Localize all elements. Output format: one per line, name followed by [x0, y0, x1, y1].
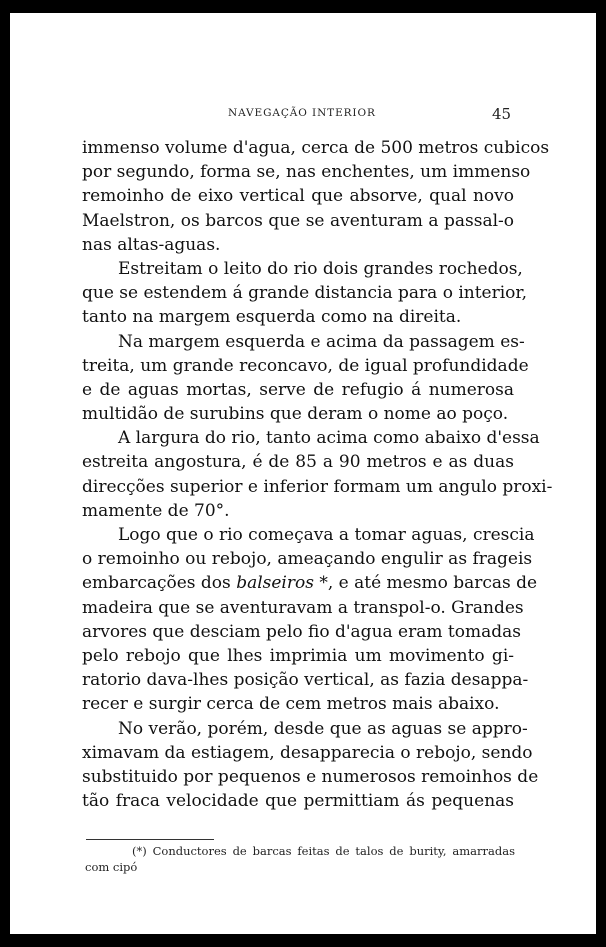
text-line: remoinho de eixo vertical que absorve, qual novo	[82, 186, 514, 207]
text-line: o remoinho ou rebojo, ameaçando engulir as frageis	[82, 549, 533, 570]
text-line: estreita angostura, é de 85 a 90 metros e as duas	[82, 452, 514, 473]
text-line: e de aguas mortas, serve de refugio á numerosa	[82, 379, 514, 400]
text-line: tanto na margem esquerda como na direita.	[82, 307, 462, 328]
text-segment: embarcações dos	[82, 573, 231, 594]
text-line: por segundo, forma se, nas enchentes, um immenso	[82, 162, 531, 183]
page-number: 45	[492, 105, 512, 123]
text-line: que se estendem á grande distancia para o interior,	[82, 283, 528, 304]
footnote	[85, 843, 515, 875]
running-title: NAVEGAÇÃO INTERIOR	[228, 107, 376, 119]
text-line: ximavam da estiagem, desapparecia o rebojo, sendo	[82, 742, 533, 763]
footnote-line: (*) Conductores de barcas feitas de talos de burity, amarradas	[132, 844, 515, 858]
text-line: mamente de 70°.	[82, 500, 230, 521]
text-line: immenso volume d'agua, cerca de 500 metros cubicos	[82, 138, 550, 158]
footnote-divider	[86, 839, 214, 840]
text-line: No verão, porém, desde que as aguas se appro-	[118, 718, 528, 739]
text-line: substituido por pequenos e numerosos remoinhos de	[82, 766, 539, 787]
text-line: arvores que desciam pelo fio d'agua eram tomadas	[82, 621, 521, 642]
main-text	[82, 136, 553, 813]
text-line: madeira que se aventuravam a transpol-o. Grandes	[82, 597, 524, 618]
italic-term: balseiros	[236, 573, 314, 594]
text-segment: *, e até mesmo barcas de	[313, 573, 538, 594]
page-header	[10, 107, 596, 127]
text-line: ratorio dava-lhes posição vertical, as fazia desappa-	[82, 670, 529, 691]
text-line: nas altas-aguas.	[82, 234, 221, 255]
footnote-line: com cipó	[85, 860, 138, 874]
text-line: direcções superior e inferior formam um angulo proxi-	[82, 476, 553, 497]
text-line: A largura do rio, tanto acima como abaixo d'essa	[118, 428, 540, 449]
text-line: Maelstron, os barcos que se aventuram a passal-o	[82, 210, 514, 231]
text-line	[82, 571, 538, 595]
text-line: tão fraca velocidade que permittiam ás pequenas	[82, 791, 514, 812]
text-line: multidão de surubins que deram o nome ao poço.	[82, 404, 509, 425]
text-line: treita, um grande reconcavo, de igual profundidade	[82, 355, 529, 376]
text-line: Na margem esquerda e acima da passagem es-	[118, 331, 525, 352]
text-line: recer e surgir cerca de cem metros mais abaixo.	[82, 694, 500, 715]
book-page	[10, 13, 596, 934]
text-line: pelo rebojo que lhes imprimia um movimento gi-	[82, 645, 514, 666]
text-line: Logo que o rio começava a tomar aguas, crescia	[118, 525, 535, 545]
text-line: Estreitam o leito do rio dois grandes rochedos,	[118, 258, 523, 279]
